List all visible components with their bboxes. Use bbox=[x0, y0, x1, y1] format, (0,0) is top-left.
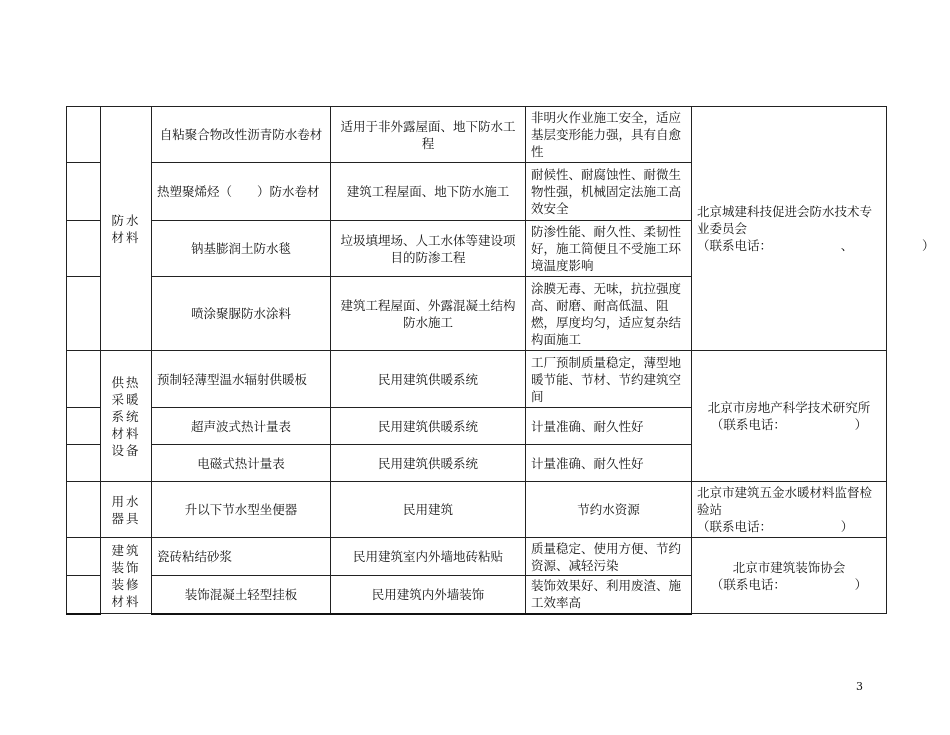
contact-phone: （联系电话： ） bbox=[697, 519, 854, 534]
table-row bbox=[67, 351, 887, 408]
index-cell bbox=[67, 351, 101, 408]
organization-cell bbox=[692, 482, 887, 538]
index-cell bbox=[67, 221, 101, 277]
application-scope: 民用建筑 bbox=[331, 482, 526, 538]
page-number: 3 bbox=[856, 680, 863, 693]
category-cell: 防水材料 bbox=[101, 107, 152, 351]
product-features: 工厂预制质量稳定，薄型地暖节能、节材、节约建筑空间 bbox=[526, 351, 692, 408]
table-row bbox=[67, 538, 887, 576]
product-name: 瓷砖粘结砂浆 bbox=[152, 538, 331, 576]
product-features: 涂膜无毒、无味，抗拉强度高、耐磨、耐高低温、阻燃，厚度均匀，适应复杂结构面施工 bbox=[526, 277, 692, 351]
product-features: 计量准确、耐久性好 bbox=[526, 445, 692, 482]
index-cell bbox=[67, 538, 101, 576]
table-row bbox=[67, 482, 887, 538]
index-cell bbox=[67, 107, 101, 163]
contact-phone: （联系电话： 、 ） bbox=[697, 238, 935, 253]
product-features: 装饰效果好、利用废渣、施工效率高 bbox=[526, 576, 692, 614]
category-cell: 用水器具 bbox=[101, 482, 152, 538]
index-cell bbox=[67, 277, 101, 351]
contact-phone: （联系电话： ） bbox=[710, 576, 868, 592]
application-scope: 民用建筑内外墙装饰 bbox=[331, 576, 526, 614]
application-scope: 民用建筑供暖系统 bbox=[331, 351, 526, 408]
product-features: 非明火作业施工安全，适应基层变形能力强，具有自愈性 bbox=[526, 107, 692, 163]
index-cell bbox=[67, 163, 101, 221]
index-cell bbox=[67, 576, 101, 614]
materials-table bbox=[66, 106, 935, 615]
table-row bbox=[67, 107, 887, 163]
product-name: 钠基膨润土防水毯 bbox=[152, 221, 331, 277]
product-name: 超声波式热计量表 bbox=[152, 408, 331, 445]
contact-phone: （联系电话： ） bbox=[710, 417, 868, 432]
index-cell bbox=[67, 482, 101, 538]
application-scope: 垃圾填埋场、人工水体等建设项目的防渗工程 bbox=[331, 221, 526, 277]
product-features: 防渗性能、耐久性、柔韧性好，施工简便且不受施工环境温度影响 bbox=[526, 221, 692, 277]
product-name: 装饰混凝土轻型挂板 bbox=[152, 576, 331, 614]
organization-name: 北京市房地产科学技术研究所 bbox=[707, 400, 871, 415]
application-scope: 适用于非外露屋面、地下防水工程 bbox=[331, 107, 526, 163]
product-features: 耐候性、耐腐蚀性、耐微生物性强，机械固定法施工高效安全 bbox=[526, 163, 692, 221]
product-features: 质量稳定、使用方便、节约资源、减轻污染 bbox=[526, 538, 692, 576]
organization-cell bbox=[692, 351, 887, 482]
organization-name: 北京市建筑五金水暖材料监督检验站 bbox=[697, 485, 873, 517]
index-cell bbox=[67, 445, 101, 482]
organization-name: 北京市建筑装饰协会 bbox=[732, 559, 846, 575]
application-scope: 民用建筑供暖系统 bbox=[331, 408, 526, 445]
application-scope: 建筑工程屋面、外露混凝土结构防水施工 bbox=[331, 277, 526, 351]
organization-cell bbox=[692, 107, 935, 351]
organization-cell bbox=[692, 538, 887, 614]
product-name: 预制轻薄型温水辐射供暖板 bbox=[152, 351, 331, 408]
category-cell: 供热采暖系统材料设备 bbox=[101, 351, 152, 482]
product-name: 电磁式热计量表 bbox=[152, 445, 331, 482]
product-name: 自粘聚合物改性沥青防水卷材 bbox=[152, 107, 331, 163]
application-scope: 建筑工程屋面、地下防水施工 bbox=[331, 163, 526, 221]
category-cell: 建筑装饰装修材料 bbox=[101, 538, 152, 614]
product-name: 升以下节水型坐便器 bbox=[152, 482, 331, 538]
product-name: 喷涂聚脲防水涂料 bbox=[152, 277, 331, 351]
index-cell bbox=[67, 408, 101, 445]
application-scope: 民用建筑室内外墙地砖粘贴 bbox=[331, 538, 526, 576]
product-features: 节约水资源 bbox=[526, 482, 692, 538]
product-features: 计量准确、耐久性好 bbox=[526, 408, 692, 445]
product-name: 热塑聚烯烃（ ）防水卷材 bbox=[152, 163, 331, 221]
application-scope: 民用建筑供暖系统 bbox=[331, 445, 526, 482]
organization-name: 北京城建科技促进会防水技术专业委员会 bbox=[697, 204, 873, 236]
